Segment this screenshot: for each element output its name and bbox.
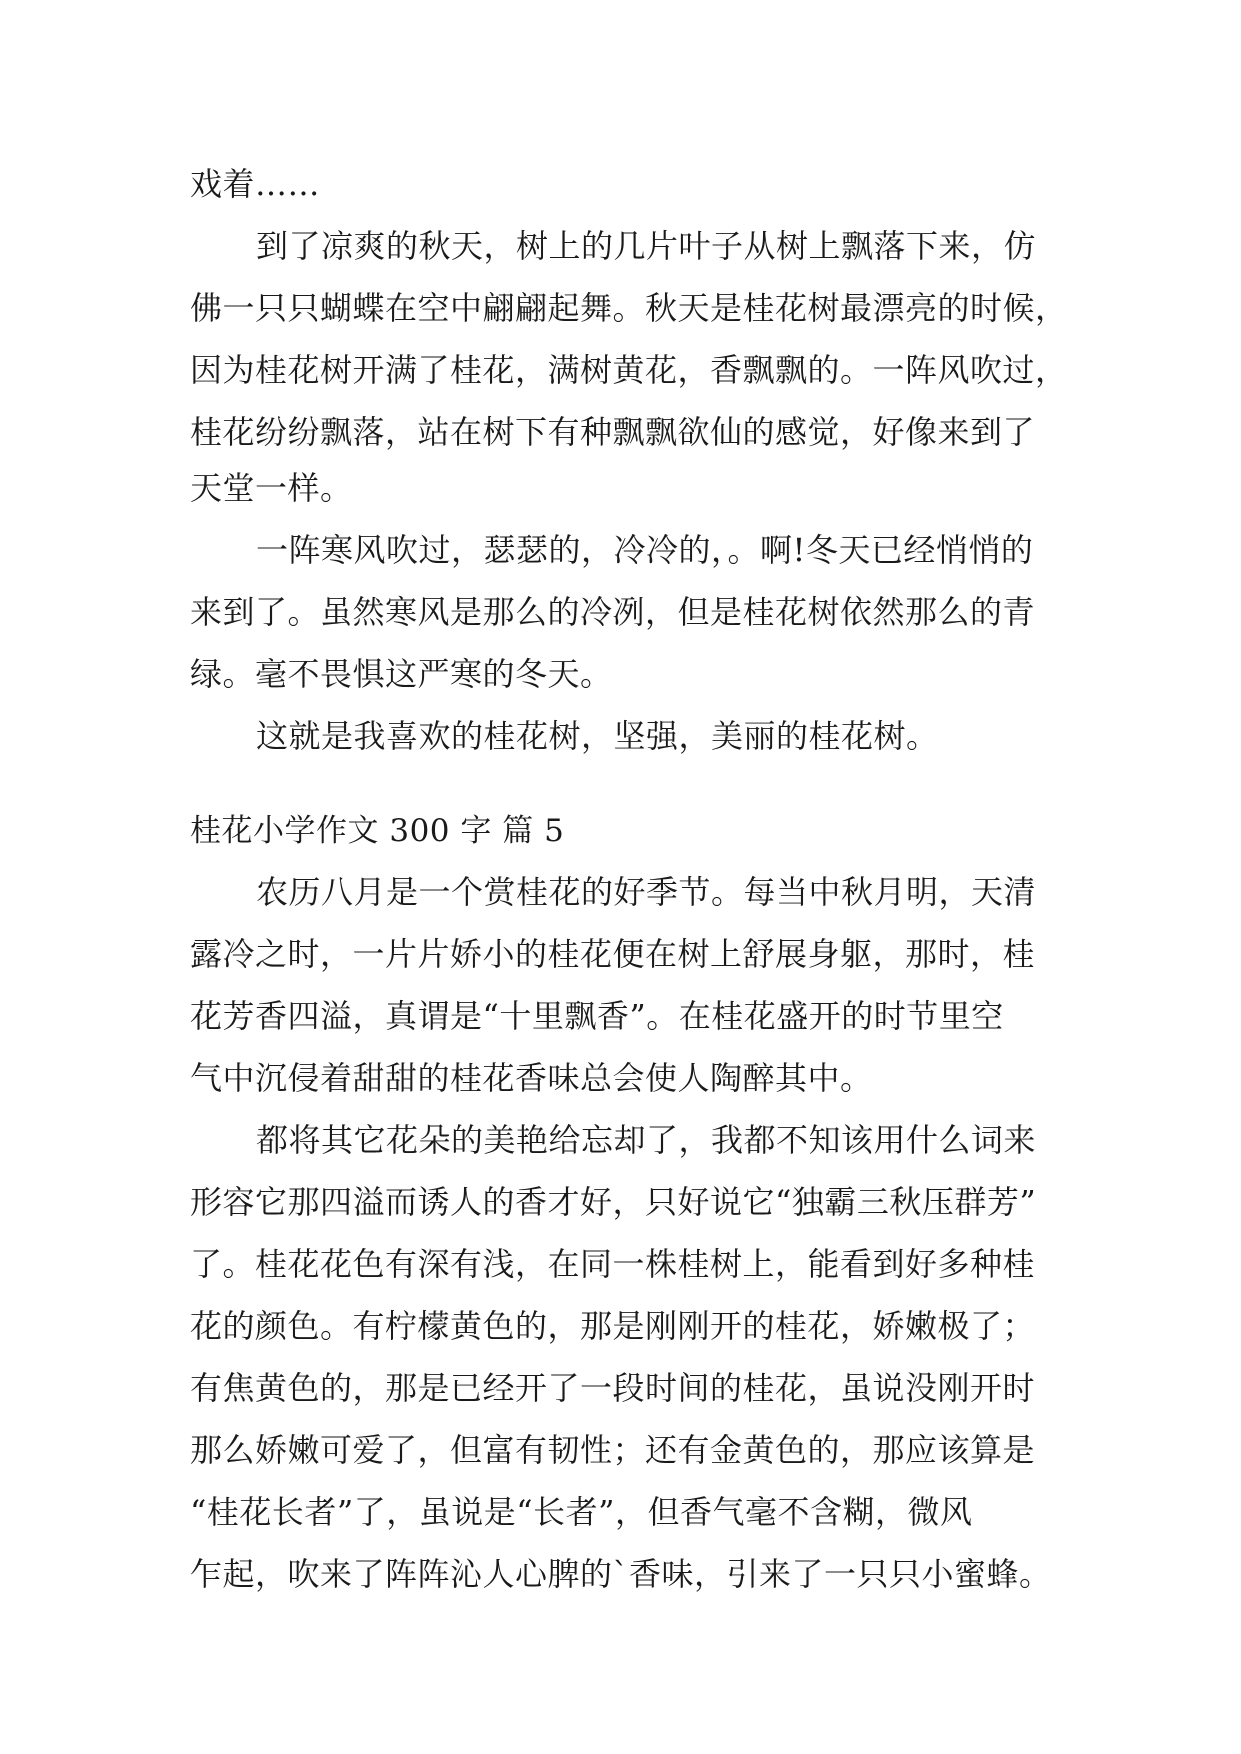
text-line: 那么娇嫩可爱了，但富有韧性；还有金黄色的，那应该算是 xyxy=(190,1431,1036,1469)
text-line: 佛一只只蝴蝶在空中翩翩起舞。秋天是桂花树最漂亮的时候， xyxy=(190,289,1068,327)
text-line: 天堂一样。 xyxy=(190,469,353,507)
text-line: “桂花长者”了，虽说是“长者”，但香气毫不含糊，微风 xyxy=(190,1493,973,1531)
text-line: 了。桂花花色有深有浅，在同一株桂树上，能看到好多种桂 xyxy=(190,1245,1036,1283)
text-line: 形容它那四溢而诱人的香才好，只好说它“独霸三秋压群芳” xyxy=(190,1183,1037,1221)
paragraph-start: 农历八月是一个赏桂花的好季节。每当中秋月明，天清 xyxy=(256,873,1037,911)
paragraph-start: 这就是我喜欢的桂花树，坚强，美丽的桂花树。 xyxy=(256,717,939,755)
text-line: 露冷之时，一片片娇小的桂花便在树上舒展身躯，那时，桂 xyxy=(190,935,1036,973)
text-line: 有焦黄色的，那是已经开了一段时间的桂花，虽说没刚开时 xyxy=(190,1369,1036,1407)
text-line: 花芳香四溢，真谓是“十里飘香”。在桂花盛开的时节里空 xyxy=(190,997,1004,1035)
text-line: 来到了。虽然寒风是那么的冷冽，但是桂花树依然那么的青 xyxy=(190,593,1036,631)
text-line: 气中沉侵着甜甜的桂花香味总会使人陶醉其中。 xyxy=(190,1059,873,1097)
text-line: 绿。毫不畏惧这严寒的冬天。 xyxy=(190,655,613,693)
section-heading: 桂花小学作文 300 字 篇 5 xyxy=(190,813,565,849)
text-line: 乍起，吹来了阵阵沁人心脾的`香味，引来了一只只小蜜蜂。 xyxy=(190,1555,1052,1593)
paragraph-start: 到了凉爽的秋天，树上的几片叶子从树上飘落下来，仿 xyxy=(256,227,1037,265)
text-line: 桂花纷纷飘落，站在树下有种飘飘欲仙的感觉，好像来到了 xyxy=(190,413,1036,451)
text-line: 花的颜色。有柠檬黄色的，那是刚刚开的桂花，娇嫩极了； xyxy=(190,1307,1036,1345)
text-line: 因为桂花树开满了桂花，满树黄花，香飘飘的。一阵风吹过， xyxy=(190,351,1068,389)
paragraph-start: 都将其它花朵的美艳给忘却了，我都不知该用什么词来 xyxy=(256,1121,1037,1159)
paragraph-start: 一阵寒风吹过，瑟瑟的，冷冷的，。啊!冬天已经悄悄的 xyxy=(256,531,1034,569)
text-line: 戏着…… xyxy=(190,165,321,203)
